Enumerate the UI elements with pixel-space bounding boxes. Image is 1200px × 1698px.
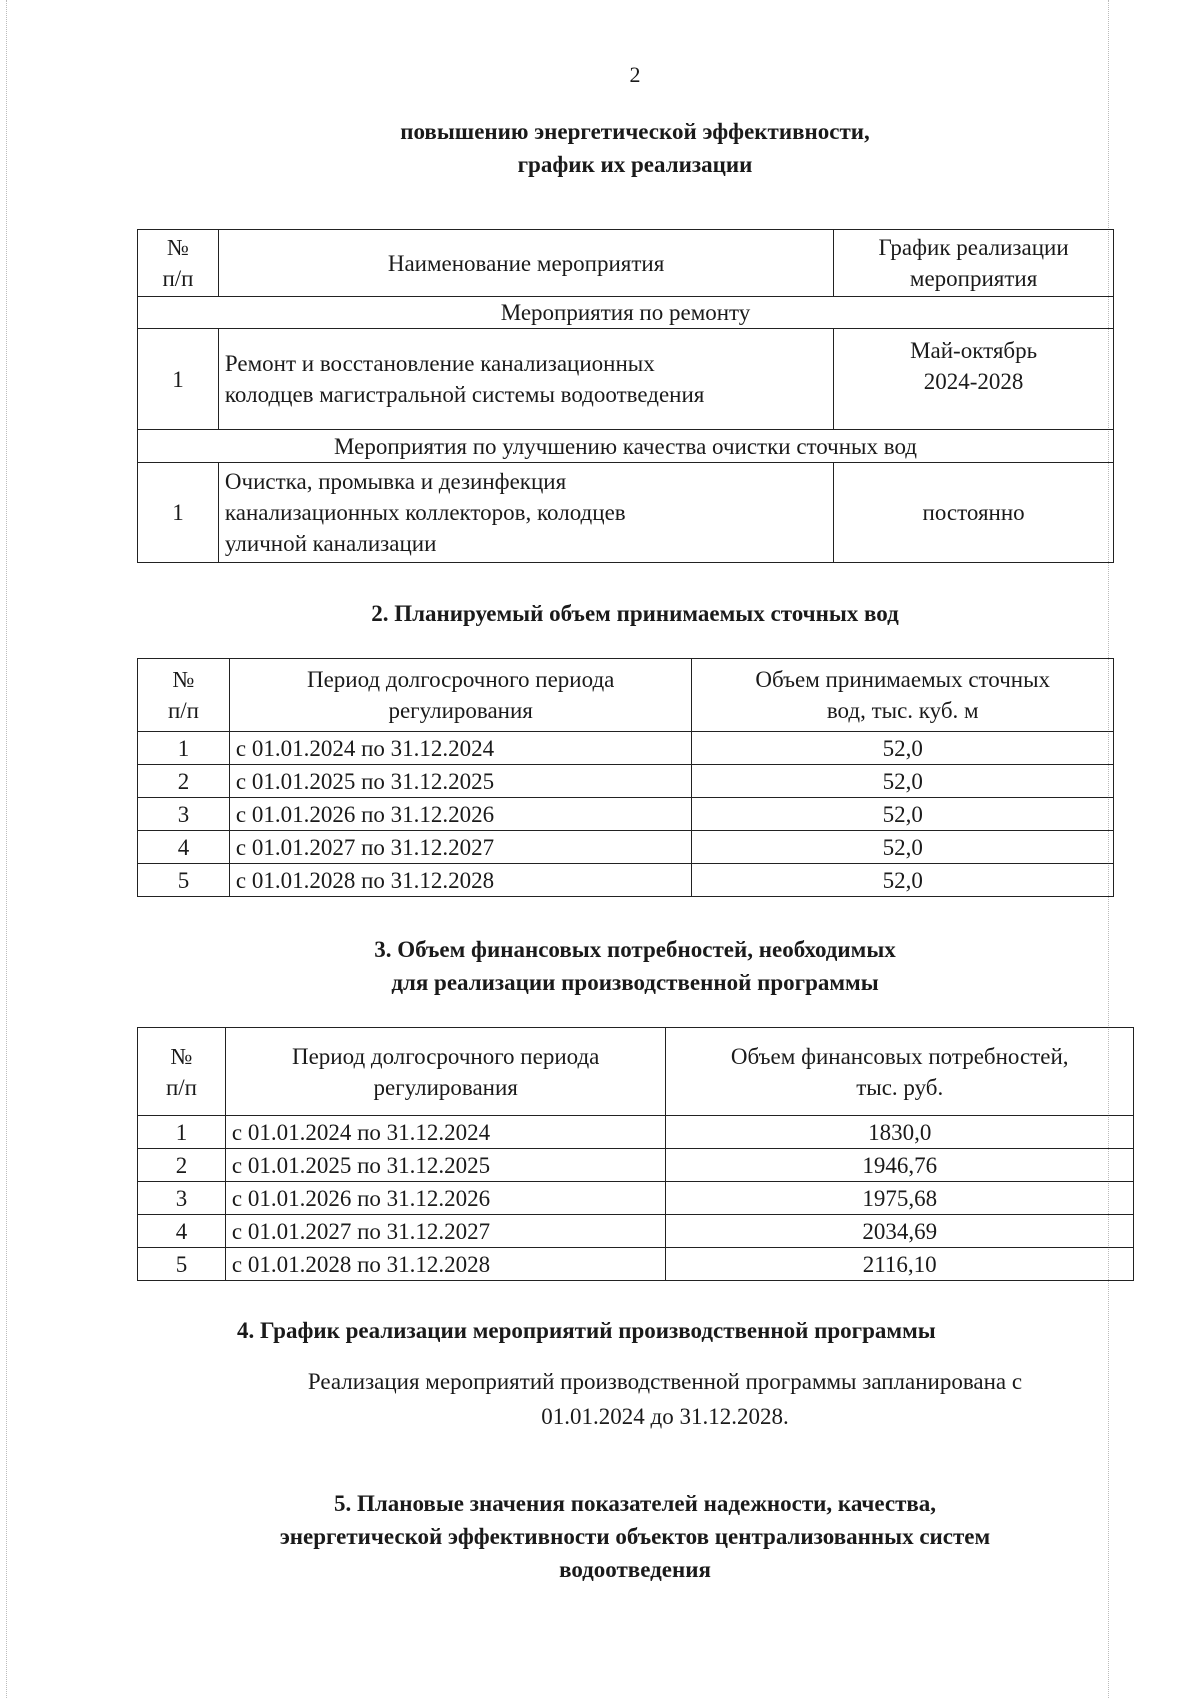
row-volume: 52,0 [692, 831, 1114, 864]
row-measure-line: колодцев магистральной системы водоотведения [224, 382, 705, 407]
header-financial-volume [666, 1028, 1134, 1116]
header-num [138, 659, 230, 732]
section-5-heading [0, 1487, 1200, 1586]
row-num: 4 [138, 1215, 226, 1248]
table-row [138, 1182, 1134, 1215]
section-3-heading-line-1: 3. Объем финансовых потребностей, необходимых [374, 937, 896, 962]
header-num-line-2: п/п [162, 266, 194, 291]
table-row [138, 1215, 1134, 1248]
header-num [138, 1028, 226, 1116]
row-num: 5 [138, 1248, 226, 1281]
table-row [138, 1149, 1134, 1182]
row-volume: 52,0 [692, 732, 1114, 765]
page-number: 2 [629, 62, 641, 87]
document-title [0, 115, 1200, 181]
header-period-line-1: Период долгосрочного периода [291, 1043, 600, 1069]
section-5-heading-line-2: энергетической эффективности объектов централизованных систем [279, 1524, 991, 1549]
row-amount: 2116,10 [666, 1248, 1134, 1281]
header-period [229, 659, 692, 732]
header-num-line-2: п/п [165, 1074, 197, 1100]
section-2-heading: 2. Планируемый объем принимаемых сточных вод [371, 601, 899, 626]
header-measure-name: Наименование мероприятия [218, 230, 833, 297]
financial-table-header [138, 1028, 1134, 1116]
row-period: с 01.01.2024 по 31.12.2024 [225, 1116, 666, 1149]
measures-table [137, 229, 1114, 563]
header-num-line-2: п/п [167, 698, 199, 723]
header-period-line-2: регулирования [388, 698, 533, 723]
scan-margin-line-left [6, 0, 7, 1698]
row-period: с 01.01.2028 по 31.12.2028 [229, 864, 692, 897]
header-period-line-1: Период долгосрочного периода [306, 667, 615, 692]
row-schedule: постоянно [834, 463, 1114, 563]
row-num: 1 [138, 732, 230, 765]
table-row [138, 1116, 1134, 1149]
table-row [138, 798, 1114, 831]
row-amount: 2034,69 [666, 1215, 1134, 1248]
row-measure-line: Ремонт и восстановление канализационных [224, 351, 655, 376]
row-num: 2 [138, 1149, 226, 1182]
table-row [138, 765, 1114, 798]
row-measure-line: Очистка, промывка и дезинфекция [224, 469, 567, 494]
row-num: 1 [138, 463, 219, 563]
row-amount: 1975,68 [666, 1182, 1134, 1215]
row-schedule-line: 2024-2028 [923, 369, 1024, 394]
header-schedule-line-2: мероприятия [909, 266, 1038, 291]
document-title-line-1: повышению энергетической эффективности, [400, 119, 870, 144]
row-measure-name [218, 329, 833, 430]
volume-table-header [138, 659, 1114, 732]
row-period: с 01.01.2026 по 31.12.2026 [229, 798, 692, 831]
header-period [225, 1028, 666, 1116]
row-amount: 1830,0 [666, 1116, 1134, 1149]
table-row [138, 732, 1114, 765]
row-num: 2 [138, 765, 230, 798]
row-num: 4 [138, 831, 230, 864]
table-row [138, 864, 1114, 897]
financial-needs-table [137, 1027, 1134, 1281]
section-3-heading-line-2: для реализации производственной программы [391, 970, 879, 995]
section-row-repair [138, 297, 1114, 329]
row-measure-line: канализационных коллекторов, колодцев [224, 500, 626, 525]
section-5-heading-line-1: 5. Плановые значения показателей надежности, качества, [333, 1491, 937, 1516]
header-num-line-1: № [170, 1043, 193, 1069]
table-row [138, 329, 1114, 430]
section-title: Мероприятия по ремонту [138, 297, 1114, 329]
row-num: 3 [138, 798, 230, 831]
header-volume [692, 659, 1114, 732]
row-period: с 01.01.2025 по 31.12.2025 [225, 1149, 666, 1182]
section-5-heading-line-3: водоотведения [559, 1557, 711, 1582]
wastewater-volume-table [137, 658, 1114, 897]
row-measure-line: уличной канализации [224, 531, 437, 556]
row-amount: 1946,76 [666, 1149, 1134, 1182]
row-period: с 01.01.2027 по 31.12.2027 [229, 831, 692, 864]
row-volume: 52,0 [692, 798, 1114, 831]
section-row-treatment [138, 430, 1114, 463]
row-num: 1 [138, 1116, 226, 1149]
header-financial-line-1: Объем финансовых потребностей, [730, 1043, 1069, 1069]
row-num: 3 [138, 1182, 226, 1215]
header-schedule [834, 230, 1114, 297]
measures-table-header [138, 230, 1114, 297]
row-period: с 01.01.2024 по 31.12.2024 [229, 732, 692, 765]
section-3-heading [0, 933, 1200, 999]
header-num-line-1: № [166, 235, 189, 260]
header-schedule-line-1: График реализации [878, 235, 1069, 260]
row-schedule [834, 329, 1114, 430]
row-num: 5 [138, 864, 230, 897]
row-period: с 01.01.2027 по 31.12.2027 [225, 1215, 666, 1248]
section-4-paragraph [210, 1364, 1120, 1434]
row-volume: 52,0 [692, 765, 1114, 798]
table-row [138, 463, 1114, 563]
row-schedule-line: Май-октябрь [910, 338, 1038, 363]
row-measure-name [218, 463, 833, 563]
row-volume: 52,0 [692, 864, 1114, 897]
table-row [138, 831, 1114, 864]
row-period: с 01.01.2026 по 31.12.2026 [225, 1182, 666, 1215]
section-4-paragraph-line-2: 01.01.2024 до 31.12.2028. [541, 1404, 789, 1429]
document-title-line-2: график их реализации [517, 152, 753, 177]
header-period-line-2: регулирования [373, 1074, 518, 1100]
header-num [138, 230, 219, 297]
section-4-heading: 4. График реализации мероприятий производственной программы [237, 1318, 936, 1343]
section-title: Мероприятия по улучшению качества очистки сточных вод [138, 430, 1114, 463]
header-num-line-1: № [172, 667, 195, 692]
section-4-paragraph-line-1: Реализация мероприятий производственной программы запланирована с [307, 1369, 1023, 1394]
header-volume-line-1: Объем принимаемых сточных [755, 667, 1051, 692]
table-row [138, 1248, 1134, 1281]
row-num: 1 [138, 329, 219, 430]
row-period: с 01.01.2028 по 31.12.2028 [225, 1248, 666, 1281]
row-period: с 01.01.2025 по 31.12.2025 [229, 765, 692, 798]
header-financial-line-2: тыс. руб. [856, 1074, 944, 1100]
header-volume-line-2: вод, тыс. куб. м [826, 698, 979, 723]
